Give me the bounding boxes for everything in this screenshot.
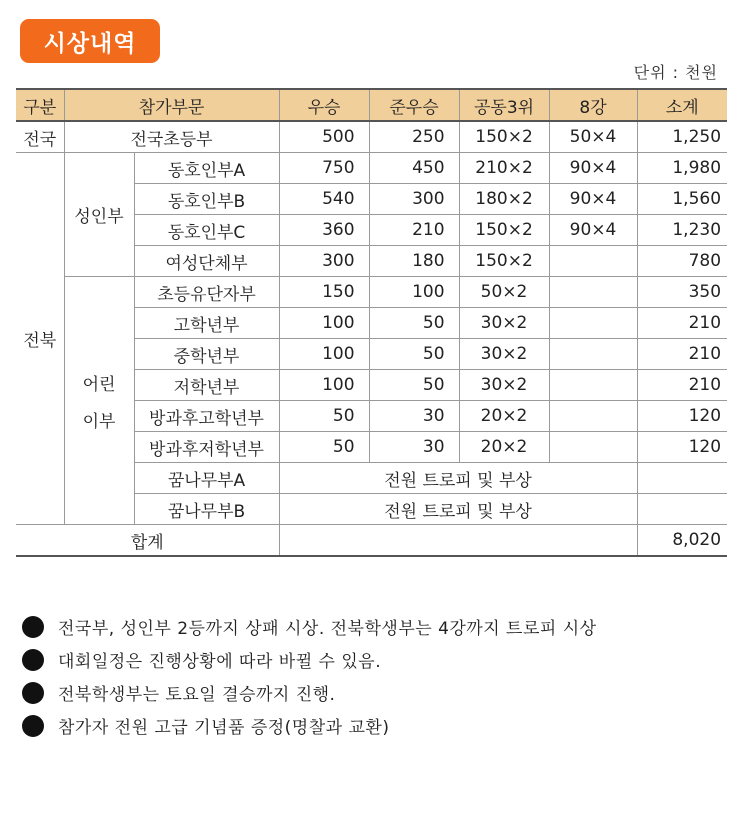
- award-table: [16, 88, 727, 557]
- win-cell: 500: [279, 121, 369, 153]
- table-row: [16, 277, 727, 308]
- win-cell: 150: [279, 277, 369, 308]
- division-cell: 꿈나무부A: [134, 463, 279, 494]
- subtotal-cell: 1,560: [637, 184, 727, 215]
- third-cell: 150×2: [459, 246, 549, 277]
- eight-cell: 90×4: [549, 153, 637, 184]
- section-title: 시상내역: [43, 30, 137, 57]
- third-cell: 20×2: [459, 401, 549, 432]
- subtotal-cell: 120: [637, 432, 727, 463]
- bullet-icon: [22, 682, 44, 704]
- bullet-icon: [22, 616, 44, 638]
- header-subtotal: 소계: [637, 89, 727, 121]
- subtotal-cell: 1,250: [637, 121, 727, 153]
- list-item: [22, 709, 742, 742]
- group-kids-line2: 이부: [82, 411, 116, 432]
- group-adult: 성인부: [64, 153, 134, 277]
- note-text: 전북학생부는 토요일 결승까지 진행.: [58, 685, 336, 705]
- runner-cell: 180: [369, 246, 459, 277]
- total-empty-cell: [279, 525, 637, 557]
- bullet-icon: [22, 649, 44, 671]
- runner-cell: 450: [369, 153, 459, 184]
- division-cell: 초등유단자부: [134, 277, 279, 308]
- header-quarterfinal: 8강: [549, 89, 637, 121]
- win-cell: 300: [279, 246, 369, 277]
- division-cell: 꿈나무부B: [134, 494, 279, 525]
- third-cell: 30×2: [459, 339, 549, 370]
- subtotal-cell: 780: [637, 246, 727, 277]
- division-cell: 여성단체부: [134, 246, 279, 277]
- eight-cell: [549, 401, 637, 432]
- eight-cell: [549, 308, 637, 339]
- subtotal-cell: 1,980: [637, 153, 727, 184]
- win-cell: 540: [279, 184, 369, 215]
- subtotal-cell: 210: [637, 339, 727, 370]
- win-cell: 100: [279, 370, 369, 401]
- unit-label: 단위 : 천원: [633, 63, 718, 82]
- eight-cell: [549, 339, 637, 370]
- header-row: [16, 89, 727, 121]
- header-win: 우승: [279, 89, 369, 121]
- notes-list: [22, 610, 742, 742]
- trophy-prize-cell: 전원 트로피 및 부상: [279, 494, 637, 525]
- third-cell: 180×2: [459, 184, 549, 215]
- subtotal-cell: 210: [637, 370, 727, 401]
- division-cell: 동호인부C: [134, 215, 279, 246]
- third-cell: 50×2: [459, 277, 549, 308]
- eight-cell: [549, 277, 637, 308]
- header-runner-up: 준우승: [369, 89, 459, 121]
- win-cell: 50: [279, 432, 369, 463]
- total-value: 8,020: [637, 525, 727, 557]
- third-cell: 150×2: [459, 121, 549, 153]
- division-cell: 저학년부: [134, 370, 279, 401]
- total-label: 합계: [16, 525, 279, 557]
- group-kids-line1: 어린: [82, 374, 116, 395]
- runner-cell: 300: [369, 184, 459, 215]
- runner-cell: 50: [369, 370, 459, 401]
- division-cell: 동호인부B: [134, 184, 279, 215]
- trophy-prize-cell: 전원 트로피 및 부상: [279, 463, 637, 494]
- subtotal-cell: 1,230: [637, 215, 727, 246]
- note-text: 참가자 전원 고급 기념품 증정(명찰과 교환): [58, 718, 390, 738]
- eight-cell: 90×4: [549, 184, 637, 215]
- table-row: [16, 153, 727, 184]
- runner-cell: 100: [369, 277, 459, 308]
- region-jeonbuk: 전북: [16, 153, 64, 525]
- division-cell: 방과후저학년부: [134, 432, 279, 463]
- runner-cell: 50: [369, 308, 459, 339]
- eight-cell: 90×4: [549, 215, 637, 246]
- eight-cell: [549, 370, 637, 401]
- note-text: 대회일정은 진행상황에 따라 바뀔 수 있음.: [58, 652, 382, 672]
- division-cell: 방과후고학년부: [134, 401, 279, 432]
- bullet-icon: [22, 715, 44, 737]
- eight-cell: [549, 432, 637, 463]
- header-joint-third: 공동3위: [459, 89, 549, 121]
- win-cell: 360: [279, 215, 369, 246]
- note-text: 전국부, 성인부 2등까지 상패 시상. 전북학생부는 4강까지 트로피 시상: [58, 619, 597, 639]
- group-kids: [64, 277, 134, 525]
- third-cell: 30×2: [459, 308, 549, 339]
- third-cell: 20×2: [459, 432, 549, 463]
- list-item: [22, 676, 742, 709]
- header-division: 참가부문: [64, 89, 279, 121]
- subtotal-cell: 210: [637, 308, 727, 339]
- eight-cell: [549, 246, 637, 277]
- subtotal-cell: [637, 494, 727, 525]
- win-cell: 750: [279, 153, 369, 184]
- list-item: [22, 610, 742, 643]
- subtotal-cell: 350: [637, 277, 727, 308]
- list-item: [22, 643, 742, 676]
- runner-cell: 250: [369, 121, 459, 153]
- runner-cell: 30: [369, 432, 459, 463]
- region-national: 전국: [16, 121, 64, 153]
- division-cell: 동호인부A: [134, 153, 279, 184]
- subtotal-cell: [637, 463, 727, 494]
- runner-cell: 210: [369, 215, 459, 246]
- table-row: [16, 121, 727, 153]
- division-cell: 고학년부: [134, 308, 279, 339]
- third-cell: 210×2: [459, 153, 549, 184]
- win-cell: 50: [279, 401, 369, 432]
- division-cell: 중학년부: [134, 339, 279, 370]
- third-cell: 150×2: [459, 215, 549, 246]
- runner-cell: 30: [369, 401, 459, 432]
- division-cell: 전국초등부: [64, 121, 279, 153]
- header-category: 구분: [16, 89, 64, 121]
- win-cell: 100: [279, 308, 369, 339]
- third-cell: 30×2: [459, 370, 549, 401]
- runner-cell: 50: [369, 339, 459, 370]
- total-row: [16, 525, 727, 557]
- section-title-badge: [20, 19, 160, 63]
- subtotal-cell: 120: [637, 401, 727, 432]
- eight-cell: 50×4: [549, 121, 637, 153]
- win-cell: 100: [279, 339, 369, 370]
